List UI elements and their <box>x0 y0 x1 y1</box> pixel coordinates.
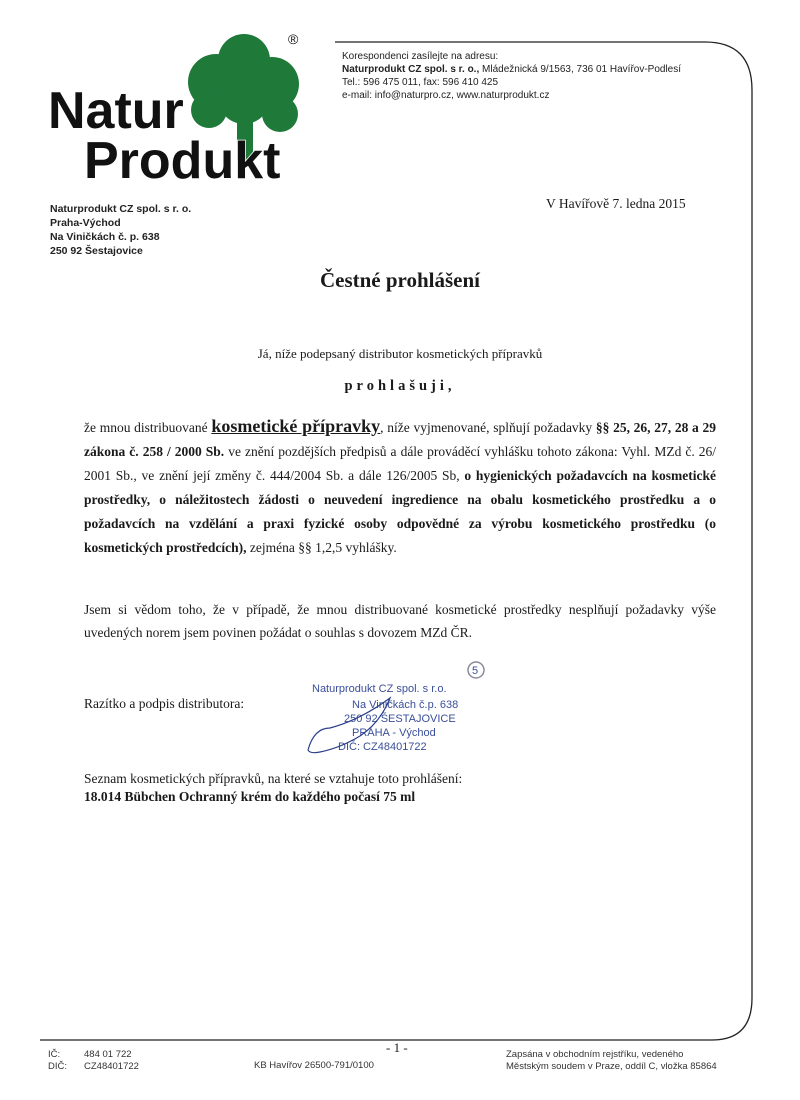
footer-dic <box>48 1061 139 1073</box>
intro-line: Já, níže podepsaný distributor kosmetických přípravků <box>257 346 543 361</box>
sender-address <box>50 202 191 258</box>
paragraph-1 <box>84 414 716 560</box>
p1-g: zejména §§ 1,2,5 vyhlášky. <box>246 540 397 555</box>
svg-text:Naturprodukt CZ spol. s r.o.: Naturprodukt CZ spol. s r.o. <box>312 683 447 695</box>
svg-text:DIČ: CZ48401722: DIČ: CZ48401722 <box>338 741 427 753</box>
p1-regulation: o hygienických požadavcích na kosmetické prostředky, o náležitostech žádosti o neuvedení ingredience na obalu kosmetického prostředku a o požadavcích na vzdělání a praxi fyzické osoby odpovědné za výrobu kosmetického prostředku (o kosmetických prostředcích), <box>84 468 716 555</box>
p1-products-emphasis: kosmetické přípravky <box>211 416 381 436</box>
footer-dic-label: DIČ: <box>48 1061 67 1072</box>
p1-a: že mnou distribuované <box>84 420 212 435</box>
footer-register-line2: Městským soudem v Praze, oddíl C, vložka 85864 <box>506 1061 717 1072</box>
svg-text:Produkt: Produkt <box>84 132 281 184</box>
footer-ic-label: IČ: <box>48 1049 61 1060</box>
p1-c: , níže vyjmenované, splňují požadavky <box>380 420 596 435</box>
svg-text:5: 5 <box>472 665 479 677</box>
footer-register <box>506 1049 717 1073</box>
paragraph-2: Jsem si vědom toho, že v případě, že mnou distribuované kosmetické prostředky nesplňují požadavky výše uvedených norem jsem povinen požádat o souhlas s dovozem MZd ČR. <box>84 602 716 640</box>
document-date: V Havířově 7. ledna 2015 <box>546 196 686 211</box>
svg-text:Na Viničkách č.p. 638: Na Viničkách č.p. 638 <box>352 699 459 711</box>
sender-line1: Naturprodukt CZ spol. s r. o. <box>50 203 192 215</box>
footer-bank: KB Havířov 26500-791/0100 <box>254 1060 374 1071</box>
footer-register-line1: Zapsána v obchodním rejstříku, vedeného <box>506 1049 684 1060</box>
footer-ic-value: 484 01 722 <box>84 1049 132 1060</box>
footer-ids <box>48 1049 139 1073</box>
naturprodukt-logo <box>44 22 314 184</box>
footer-dic-value: CZ48401722 <box>84 1061 139 1072</box>
header-email: e-mail: info@naturpro.cz, www.naturprodukt.cz <box>342 90 550 101</box>
document-title: Čestné prohlášení <box>319 268 481 292</box>
header-address: Mládežnická 9/1563, 736 01 Havířov-Podlesí <box>482 64 682 75</box>
header-phone: Tel.: 596 475 011, fax: 596 410 425 <box>342 77 499 88</box>
product-list <box>84 770 462 806</box>
svg-text:®: ® <box>288 31 299 47</box>
header-company: Naturprodukt CZ spol. s r. o., <box>342 64 480 75</box>
header-address-line <box>342 63 681 76</box>
p1-law: §§ 25, 26, 27, 28 a 29 zákona č. 258 / 2000 Sb. <box>84 420 716 459</box>
sender-line3: Na Viničkách č. p. 638 <box>50 231 160 243</box>
product-list-heading: Seznam kosmetických přípravků, na které se vztahuje toto prohlášení: <box>84 771 463 786</box>
sender-line4: 250 92 Šestajovice <box>50 245 143 257</box>
declaration-word: prohlašuji, <box>344 378 456 394</box>
stamp-label: Razítko a podpis distributora: <box>84 696 245 711</box>
product-list-item: 18.014 Bübchen Ochranný krém do každého počasí 75 ml <box>84 789 416 804</box>
svg-text:Natur: Natur <box>48 82 184 140</box>
sender-line2: Praha-Východ <box>50 217 121 229</box>
correspondence-header <box>342 50 681 102</box>
footer-ic <box>48 1049 139 1061</box>
header-line1: Korespondenci zasílejte na adresu: <box>342 51 499 62</box>
svg-text:PRAHA - Východ: PRAHA - Východ <box>352 727 436 739</box>
svg-text:250 92 ŠESTAJOVICE: 250 92 ŠESTAJOVICE <box>344 713 456 725</box>
page-number: - 1 - <box>386 1040 408 1055</box>
p1-e: ve znění pozdějších předpisů a dále prováděcí vyhlášku tohoto zákona: Vyhl. MZd č. 26/ 2001 Sb., ve znění její změny č. 444/2004 Sb. a dále 126/2005 Sb, <box>84 444 716 483</box>
company-stamp <box>300 658 500 758</box>
